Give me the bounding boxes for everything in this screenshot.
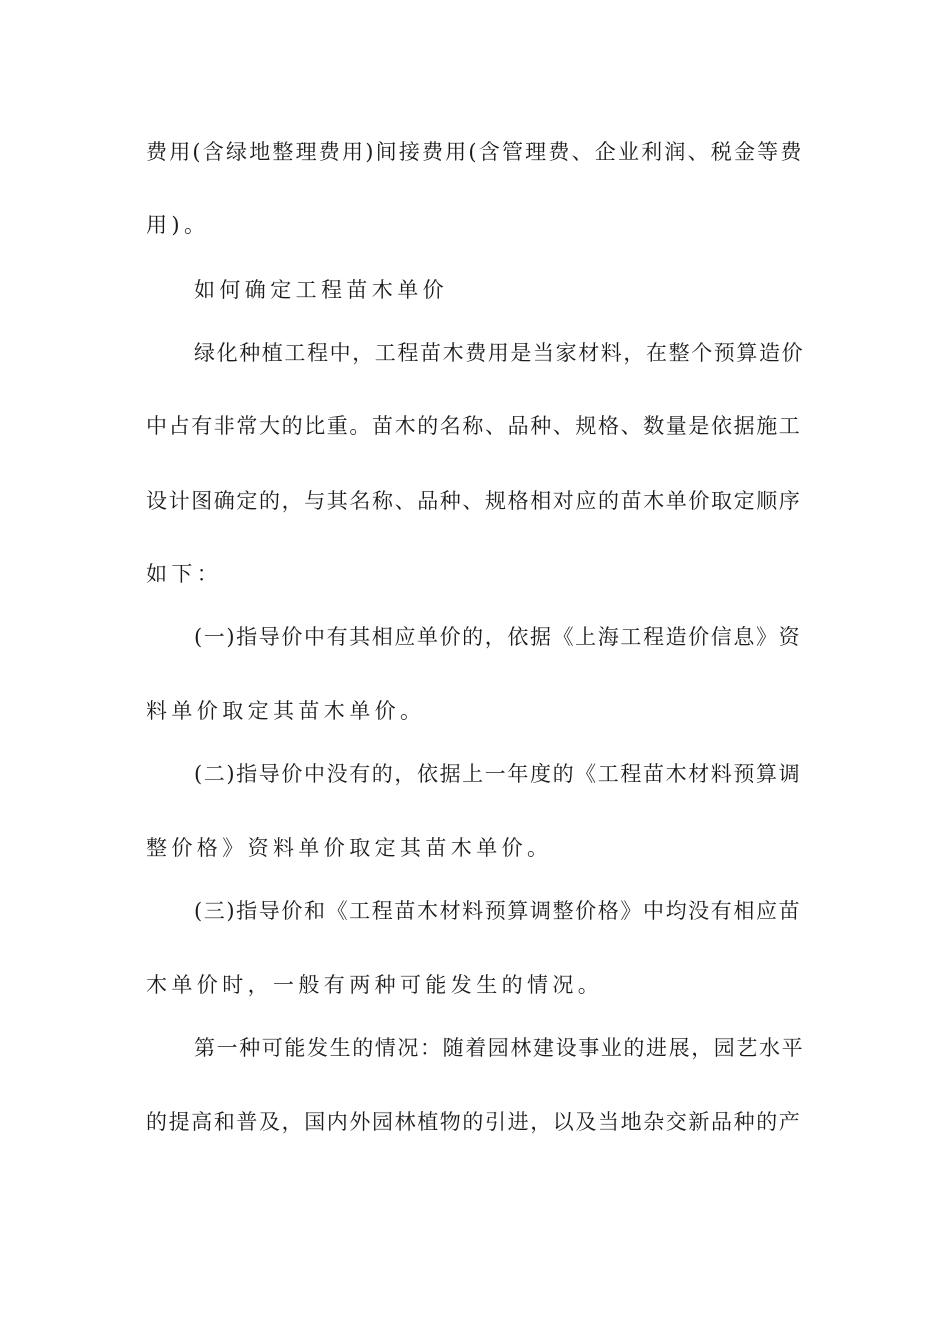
text-line-8: (一)指导价中有其相应单价的，依据《上海工程造价信息》资 [194,625,802,649]
text-line-9: 料单价取定其苗木单价。 [146,699,426,723]
text-line-13: 木单价时，一般有两种可能发生的情况。 [146,973,604,997]
text-line-2: 用)。 [146,213,210,237]
text-line-11: 整价格》资料单价取定其苗木单价。 [146,836,553,860]
text-line-1: 费用(含绿地整理费用)间接费用(含管理费、企业利润、税金等费 [146,140,804,164]
text-line-15: 的提高和普及，国内外园林植物的引进，以及当地杂交新品种的产 [146,1110,802,1134]
text-line-6: 设计图确定的，与其名称、品种、规格相对应的苗木单价取定顺序 [146,489,802,513]
text-line-7: 如下： [146,562,223,586]
text-line-5: 中占有非常大的比重。苗木的名称、品种、规格、数量是依据施工 [146,414,802,438]
text-line-10: (二)指导价中没有的，依据上一年度的《工程苗木材料预算调 [194,762,802,786]
text-line-4: 绿化种植工程中，工程苗木费用是当家材料，在整个预算造价 [194,341,805,365]
text-line-14: 第一种可能发生的情况：随着园林建设事业的进展，园艺水平 [194,1036,805,1060]
section-heading: 如何确定工程苗木单价 [194,278,448,302]
text-line-12: (三)指导价和《工程苗木材料预算调整价格》中均没有相应苗 [194,899,802,923]
